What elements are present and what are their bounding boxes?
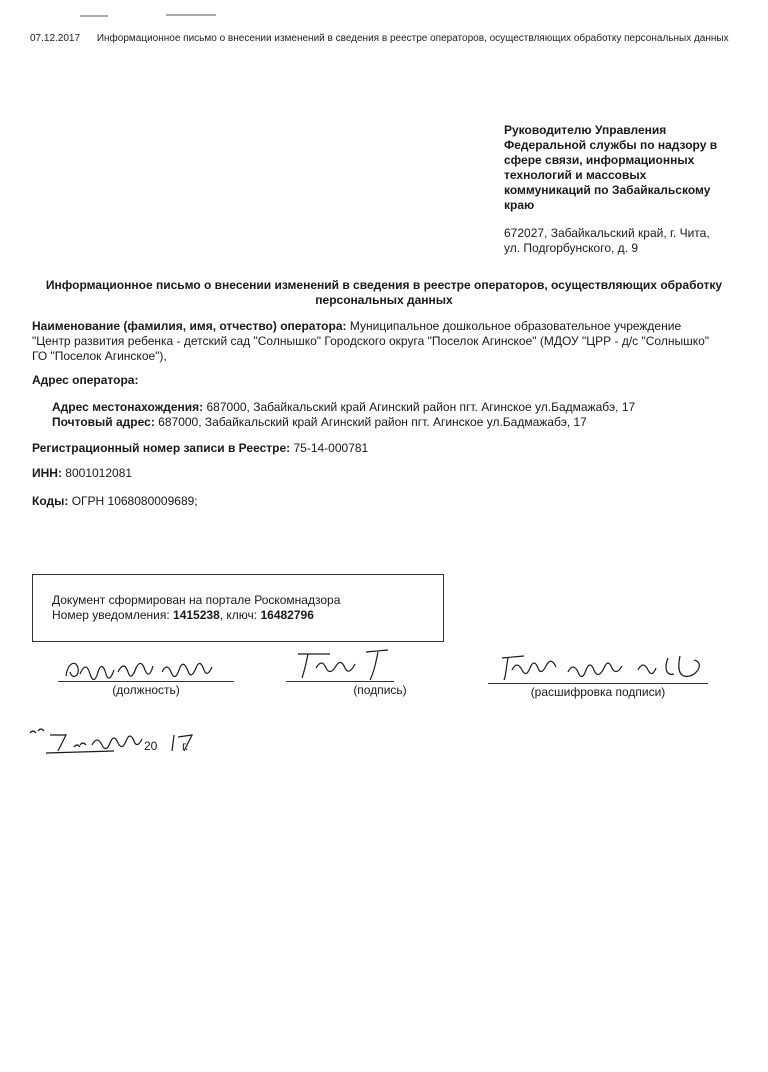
- location-address-value: 687000, Забайкальский край Агинский район пгт. Агинское ул.Бадмажабэ, 17: [206, 400, 636, 414]
- operator-name-value: Муниципальное дошкольное образовательное учреждение "Центр развития ребенка - детский сад "Солнышко" Городского округа "Поселок Агинское" (МДОУ "ЦРР - д/с "Солнышко" ГО "Поселок Агинское"),: [32, 319, 710, 363]
- key-label: ключ:: [226, 608, 258, 622]
- codes-field: [32, 494, 198, 509]
- operator-name-field: [32, 319, 712, 364]
- portal-info-line: Документ сформирован на портале Роскомнадзора: [52, 593, 341, 607]
- header-text: Информационное письмо о внесении изменений в сведения в реестре операторов, осуществляющих обработку персональных данных: [96, 33, 729, 44]
- addressee-block: [504, 123, 719, 256]
- position-caption: (должность): [112, 683, 180, 697]
- top-scan-marks: [80, 10, 220, 20]
- notice-number-label: Номер уведомления:: [52, 608, 170, 622]
- postal-address-label: Почтовый адрес:: [52, 415, 155, 429]
- key-value: 16482796: [260, 608, 314, 622]
- registry-number-value: 75-14-000781: [293, 441, 369, 455]
- codes-label: Коды:: [32, 494, 69, 508]
- date-line: [124, 738, 233, 752]
- notice-number-value: 1415238: [173, 608, 220, 622]
- decoding-line: [488, 683, 708, 684]
- operator-name-label: Наименование (фамилия, имя, отчество) оператора:: [32, 319, 347, 333]
- operator-address-heading-label: Адрес оператора:: [32, 373, 139, 387]
- postal-address-field: [52, 415, 732, 430]
- handwritten-signature: [290, 646, 394, 682]
- inn-label: ИНН:: [32, 466, 62, 480]
- year-prefix: 20: [144, 739, 158, 753]
- operator-address-heading: [32, 373, 138, 388]
- signature-line: [286, 681, 394, 682]
- inn-field: [32, 466, 132, 481]
- signature-caption: (подпись): [353, 683, 407, 697]
- codes-value: ОГРН 1068080009689;: [71, 494, 198, 508]
- document-title: Информационное письмо о внесении изменений в сведения в реестре операторов, осуществляющих обработку персональных данных: [45, 278, 723, 307]
- portal-info-box: [32, 574, 444, 642]
- location-address-field: [52, 400, 732, 415]
- inn-value: 8001012081: [65, 466, 133, 480]
- date-g: г.: [182, 739, 189, 753]
- position-line: [58, 681, 234, 682]
- header-line: [30, 33, 729, 44]
- decoding-caption: (расшифровка подписи): [530, 685, 666, 699]
- registry-number-field: [32, 441, 368, 456]
- registry-number-label: Регистрационный номер записи в Реестре:: [32, 441, 291, 455]
- addressee-recipient: Руководителю Управления Федеральной службы по надзору в сфере связи, информационных технологий и массовых коммуникаций по Забайкальскому краю: [504, 123, 718, 212]
- handwritten-position: [62, 654, 232, 684]
- location-address-label: Адрес местонахождения:: [52, 400, 204, 414]
- notice-number-line: Номер уведомления: 1415238, ключ: 16482796: [52, 608, 314, 622]
- handwritten-name: [498, 650, 710, 684]
- header-date: 07.12.2017: [30, 33, 81, 44]
- addressee-address: 672027, Забайкальский край, г. Чита, ул. Подгорбунского, д. 9: [504, 226, 710, 255]
- postal-address-value: 687000, Забайкальский край Агинский район пгт. Агинское ул.Бадмажабэ, 17: [158, 415, 587, 429]
